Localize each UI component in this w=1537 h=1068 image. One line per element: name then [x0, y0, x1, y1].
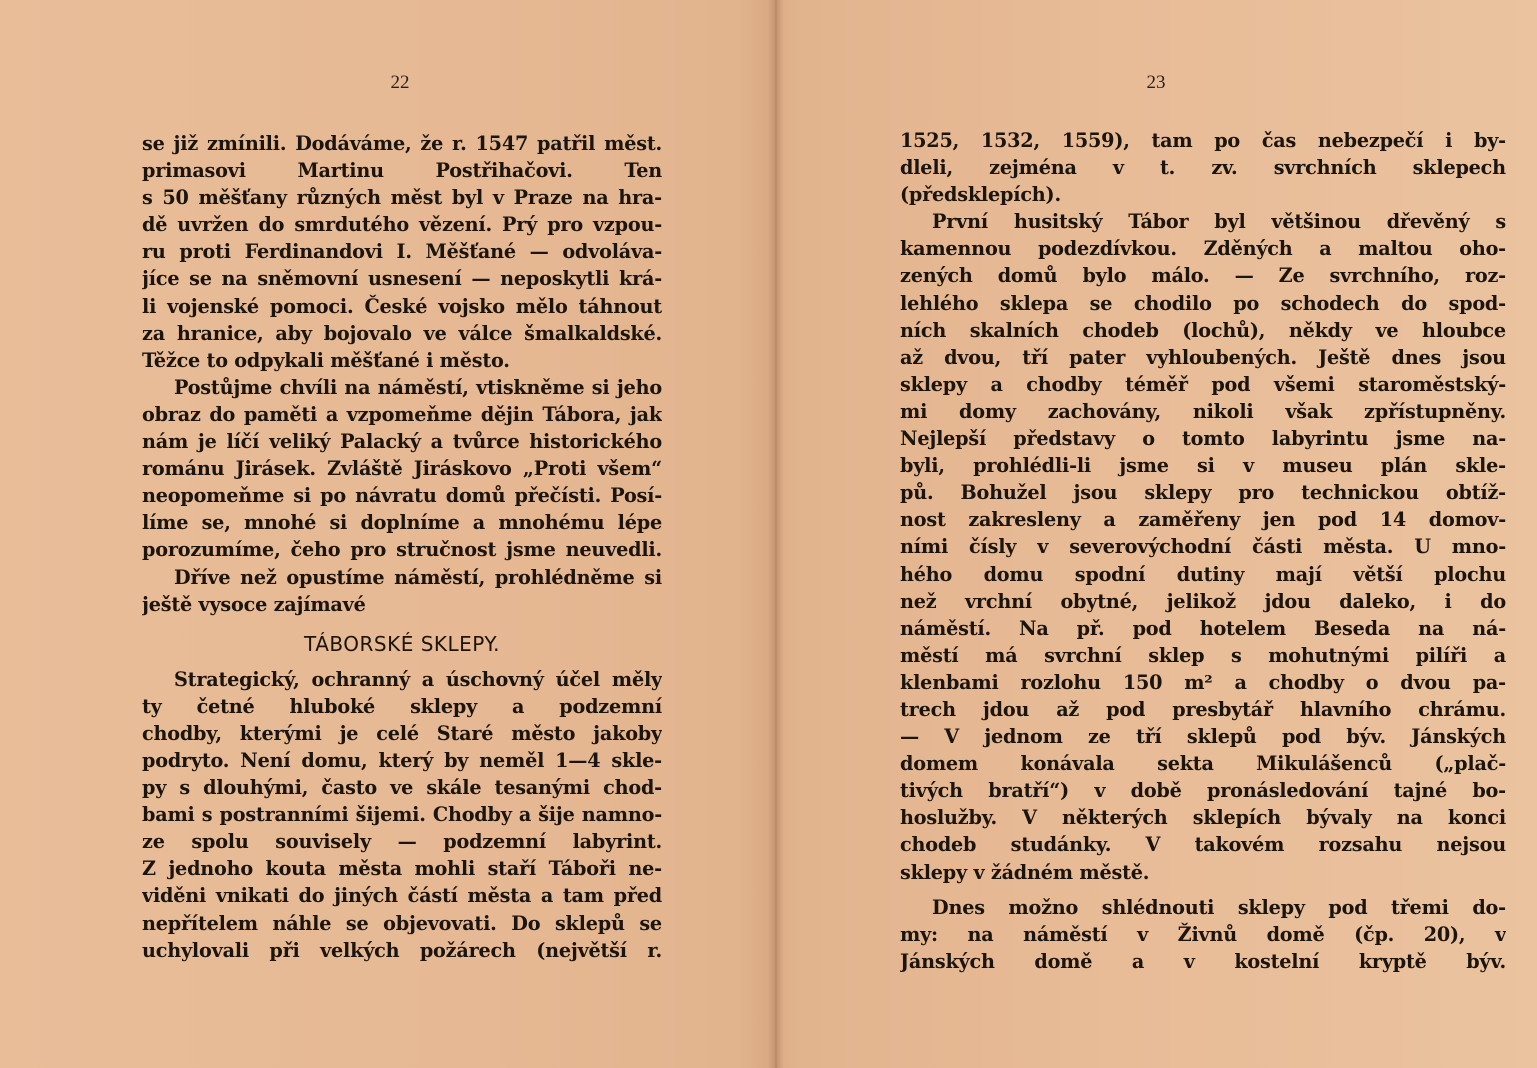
text-line: městí má svrchní sklep s mohutnými pilíři a — [900, 643, 1506, 667]
text-line: nám je líčí veliký Palacký a tvůrce historického — [142, 430, 662, 454]
text-line: byli, prohlédli-li jsme si v museu plán skle- — [900, 454, 1506, 478]
text-line: s 50 měšťany různých měst byl v Praze na hra- — [142, 186, 662, 210]
text-line: ními čísly v severovýchodní části města. U mno- — [900, 535, 1506, 559]
text-line: trech jdou až pod presbytář hlavního chrámu. — [900, 697, 1506, 721]
text-line: podryto. Není domu, který by neměl 1—4 skle- — [142, 748, 662, 772]
text-line: pů. Bohužel jsou sklepy pro technickou obtíž- — [900, 481, 1506, 505]
text-line: primasovi Martinu Postřihačovi. Ten — [142, 159, 662, 183]
text-line: py s dlouhými, často ve skále tesanými chod- — [142, 776, 662, 800]
text-line: bami s postranními šijemi. Chodby a šije namno- — [142, 803, 662, 827]
text-line: Těžce to odpykali měšťané i město. — [142, 348, 510, 372]
text-line: zených domů bylo málo. — Ze svrchního, roz- — [900, 264, 1506, 288]
text-line: kamennou podezdívkou. Zděných a maltou oho- — [900, 237, 1506, 261]
text-line: dleli, zejména v t. zv. svrchních sklepech — [900, 156, 1506, 180]
text-line: my: na náměstí v Živnů domě (čp. 20), v — [900, 922, 1506, 946]
text-line: ze spolu souvisely — podzemní labyrint. — [142, 830, 662, 854]
text-line: — V jednom ze tří sklepů pod býv. Jánských — [900, 725, 1506, 749]
text-line: nost zakresleny a zaměřeny jen pod 14 domov- — [900, 508, 1506, 532]
text-line: tivých bratří“) v době pronásledování tajné bo- — [900, 779, 1506, 803]
text-line: náměstí. Na př. pod hotelem Beseda na ná- — [900, 616, 1506, 640]
text-line: Dříve než opustíme náměstí, prohlédněme si — [174, 565, 662, 589]
paragraph-gap — [900, 886, 1506, 894]
text-line: chodby, kterými je celé Staré město jakoby — [142, 721, 662, 745]
text-line: ních skalních chodeb (lochů), někdy ve hloubce — [900, 318, 1506, 342]
text-line: mi domy zachovány, nikoli však zpřístupněny. — [900, 399, 1506, 423]
text-line: za hranice, aby bojovalo ve válce šmalkaldské. — [142, 321, 662, 345]
page-text — [142, 130, 662, 964]
text-line: ru proti Ferdinandovi I. Měšťané — odvoláva- — [142, 240, 662, 264]
text-line: lehlého sklepa se chodilo po schodech do spod- — [900, 291, 1506, 315]
text-line: dě uvržen do smrdutého vězení. Prý pro vzpou- — [142, 213, 662, 237]
text-line: domem konávala sekta Mikulášenců („plač- — [900, 752, 1506, 776]
text-line: obraz do paměti a vzpomeňme dějin Tábora, jak — [142, 402, 662, 426]
text-line: Z jednoho kouta města mohli staří Táboři ne- — [142, 857, 662, 881]
text-line: 1525, 1532, 1559), tam po čas nebezpečí i by- — [900, 129, 1506, 152]
text-line: sklepy a chodby téměř pod všemi staroměstský- — [900, 372, 1506, 396]
section-heading: TÁBORSKÉ SKLEPY. — [304, 631, 500, 656]
text-line: chodeb studánky. V takovém rozsahu nejsou — [900, 833, 1506, 857]
text-line: sklepy v žádném městě. — [900, 860, 1150, 884]
text-line: neopomeňme si po návratu domů přečísti. Posí- — [142, 484, 662, 508]
text-line: jíce se na sněmovní usnesení — neposkytli krá- — [142, 267, 662, 291]
text-line: románu Jirásek. Zvláště Jiráskovo „Proti všem“ — [142, 457, 662, 481]
text-line: První husitský Tábor byl většinou dřevěný s — [932, 210, 1506, 234]
text-line: porozumíme, čeho pro stručnost jsme neuvedli. — [142, 538, 662, 562]
text-line: viděni vnikati do jiných částí města a tam před — [142, 884, 662, 908]
page-number: 22 — [390, 72, 410, 93]
text-line: Dnes možno shlédnouti sklepy pod třemi do- — [932, 895, 1506, 919]
text-line: až dvou, tří pater vyhloubených. Ještě dnes jsou — [900, 345, 1506, 369]
text-line: klenbami rozlohu 150 m² a chodby o dvou pa- — [900, 670, 1506, 694]
text-line: líme se, mnohé si doplníme a mnohému lépe — [142, 511, 662, 535]
text-line: uchylovali při velkých požárech (největší r. — [142, 938, 662, 962]
text-line: (předsklepích). — [900, 183, 1061, 207]
text-line: li vojenské pomoci. České vojsko mělo táhnout — [142, 294, 662, 318]
text-line: ty četné hluboké sklepy a podzemní — [142, 694, 662, 718]
text-line: Nejlepší představy o tomto labyrintu jsme na- — [900, 427, 1506, 451]
text-line: se již zmínili. Dodáváme, že r. 1547 patřil měst. — [142, 132, 662, 155]
text-line: Postůjme chvíli na náměstí, vtiskněme si jeho — [174, 375, 662, 399]
text-line: Jánských domě a v kostelní kryptě býv. — [900, 949, 1506, 973]
page-text — [900, 127, 1506, 975]
page-number: 23 — [1146, 72, 1166, 93]
text-line: hého domu spodní dutiny mají větší plochu — [900, 562, 1506, 586]
right-page — [776, 0, 1537, 1068]
text-line: Strategický, ochranný a úschovný účel měly — [174, 667, 662, 691]
text-line: ještě vysoce zajímavé — [142, 592, 366, 616]
text-line: hoslužby. V některých sklepích bývaly na konci — [900, 806, 1506, 830]
text-line: než vrchní obytné, jelikož jdou daleko, i do — [900, 589, 1506, 613]
text-line: nepřítelem náhle se objevovati. Do sklepů se — [142, 911, 662, 935]
